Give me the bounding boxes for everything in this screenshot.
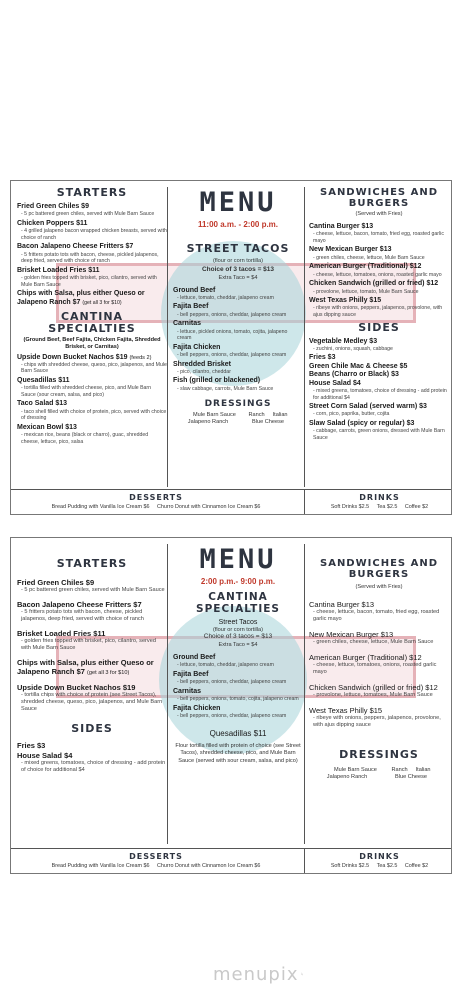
drinks-section: DRINKS Soft Drinks $2.5 Tea $2.5 Coffee $2 bbox=[330, 493, 429, 510]
sides-title: SIDES bbox=[358, 321, 400, 335]
column-divider bbox=[167, 187, 168, 487]
street-tacos-title: STREET TACOS bbox=[186, 242, 290, 255]
dressings-title: DRESSINGS bbox=[204, 399, 272, 410]
menu-item: Bacon Jalapeno Cheese Fritters $7 - 5 fritters potato tots with bacon, cheese, pickled jalapenos, deep fried, served with choice of ranch bbox=[17, 243, 159, 265]
dressings-list: Mule Barn Sauce Ranch Italian Jalapeno Ranch Blue Cheese bbox=[326, 766, 431, 780]
dinner-menu bbox=[10, 537, 452, 874]
taco-item: Shredded Brisket - pico, cilantro, cheddar bbox=[173, 360, 231, 375]
menu-item: Chicken Sandwich (grilled or fried) $12 - provolone, lettuce, tomatoes, Mule Barn Sauce bbox=[309, 682, 438, 698]
menu-item: New Mexican Burger $13 - green chiles, cheese, lettuce, Mule Barn Sauce bbox=[309, 629, 434, 645]
menu-item: Beans (Charro or Black) $3 bbox=[309, 371, 399, 379]
menu-item: Quesadillas $11 - tortilla filled with shredded cheese, pico, and Mule Barn Sauce (sour cream, salsa, and pico) bbox=[17, 376, 152, 398]
menu-item: Chicken Poppers $11 - 4 grilled jalapeno bacon wrapped chicken breasts, served with choice of ranch bbox=[17, 219, 167, 241]
menu-item: Chips with Salsa, plus either Queso or Jalapeno Ranch $7 (get all 3 for $10) bbox=[17, 658, 154, 677]
menu-item: House Salad $4 - mixed greens, tomatoes, choice of dressing - add protein of choice for additional $4 bbox=[17, 750, 166, 773]
starters-title: STARTERS bbox=[56, 186, 128, 199]
right-column: SANDWICHES AND BURGERS (Served with Fries) Cantina Burger $13 - cheese, lettuce, bacon, tomato, fried egg, roasted garlic mayo New Mexican Burger $13 - green chiles, cheese, lettuce, Mule Barn Sauce American Burger (Traditional) $12 - cheese, lettuce, tomatoes, onions, roasted garlic mayo Chicken Sandwich (grilled or fried) $12 - provolone, lettuce, tomatoes, Mule Barn Sauce West Texas Philly $15 - ribeye with onions, peppers, jalapenos, provolone, with ajus dipping sauce DRESSINGS Mule Barn Sauce Ranch Italian Jalapeno Ranch Blue Cheese bbox=[309, 544, 449, 780]
taco-item: Ground Beef - lettuce, tomato, cheddar, jalapeno cream bbox=[173, 286, 274, 301]
menu-item: Fries $3 bbox=[17, 740, 46, 750]
sandwiches-title: SANDWICHES AND BURGERS bbox=[320, 558, 438, 580]
menu-item: Mexican Bowl $13 - mexican rice, beans (black or charro), guac, shredded cheese, lettuce, pico, salsa bbox=[17, 423, 149, 445]
starters-title: STARTERS bbox=[56, 557, 128, 570]
cantina-protein-note: (Ground Beef, Beef Fajita, Chicken Fajita, Shredded Brisket, or Carnitas) bbox=[23, 337, 161, 350]
lunch-menu bbox=[10, 180, 452, 515]
left-column bbox=[17, 187, 167, 447]
taco-item: Fajita Chicken - bell peppers, onions, cheddar, jalapeno cream bbox=[173, 704, 287, 719]
desserts-section: DESSERTS Bread Pudding with Vanilla Ice Cream $6 Churro Donut with Cinnamon Ice Cream $6 bbox=[51, 852, 261, 869]
menu-item: Green Chile Mac & Cheese $5 bbox=[309, 362, 408, 370]
menu-item: Vegetable Medley $3 - zuchini, onions, squash, cabbage bbox=[309, 337, 393, 352]
menu-item: Cantina Burger $13 - cheese, lettuce, bacon, tomato, fried egg, roasted garlic mayo bbox=[309, 600, 440, 622]
cantina-specialties-title: CANTINA SPECIALTIES bbox=[48, 309, 136, 336]
menu-item: Fried Green Chiles $9 - 5 pc battered green chiles, served with Mule Barn Sauce bbox=[17, 578, 165, 594]
taco-item: Carnitas - lettuce, pickled onions, tomato, cojita, jalapeno cream bbox=[173, 320, 288, 342]
middle-column: MENU 2:00 p.m.- 9:00 p.m. CANTINA SPECIALTIES Street Tacos (flour or corn tortilla) Choice of 3 tacos = $13 Extra Taco = $4 Ground Beef - lettuce, tomato, cheddar, jalapeno cream Fajita Beef - bell peppers, onions, cheddar, jalapeno cream Carnitas - bell peppers, onions, tomato, cojita, jalapeno cream Fajita Chicken - bell peppers, onions, cheddar, jalapeno cream Quesadillas $11 Flour tortilla filled with protein of choice (see Street Tacos), shredded cheese, pico, and Mule Barn Sauce (served with sour cream, salsa, and pico) bbox=[173, 544, 303, 765]
menu-hours: 11:00 a.m. - 2:00 p.m. bbox=[197, 220, 279, 229]
drinks-section: DRINKS Soft Drinks $2.5 Tea $2.5 Coffee $2 bbox=[330, 852, 429, 869]
menu-item: Chicken Sandwich (grilled or fried) $12 - provolone, lettuce, tomato, Mule Barn Sauce bbox=[309, 280, 439, 295]
menu-item: American Burger (Traditional) $12 - cheese, lettuce, tomatoes, onions, roasted garlic mayo bbox=[309, 263, 442, 278]
sandwiches-title: SANDWICHES AND BURGERS bbox=[320, 187, 438, 209]
dressings-title: DRESSINGS bbox=[339, 747, 419, 761]
menu-item: Brisket Loaded Fries $11 - golden fries topped with brisket, pico, cilantro, served with Mule Barn Sauce bbox=[17, 629, 156, 652]
menu-item: House Salad $4 - mixed greens, tomatoes, choice of dressing - add protein for additional $4 bbox=[309, 379, 447, 401]
cantina-specialties-title: CANTINA SPECIALTIES bbox=[196, 591, 280, 615]
menu-item: West Texas Philly $15 - ribeye with onions, peppers, jalapenos, provolone, with ajus dipping sauce bbox=[309, 297, 443, 318]
menu-item: Bacon Jalapeno Cheese Fritters $7 - 5 fritters potato tots with bacon, cheese, pickled jalapenos, deep fried, served with choice of ranch bbox=[17, 600, 144, 623]
sides-title: SIDES bbox=[71, 721, 113, 735]
menupix-logo: menupix bbox=[213, 962, 303, 986]
menu-item: Cantina Burger $13 - cheese, lettuce, bacon, tomato, fried egg, roasted garlic mayo bbox=[309, 223, 444, 244]
menu-item: Chips with Salsa, plus either Queso or Jalapeno Ranch $7 (get all 3 for $10) bbox=[17, 290, 145, 306]
menu-item: West Texas Philly $15 - ribeye with onions, peppers, jalapenos, provolone, with ajus dipping sauce bbox=[309, 705, 441, 728]
desserts-section: DESSERTS Bread Pudding with Vanilla Ice Cream $6 Churro Donut with Cinnamon Ice Cream $6 bbox=[51, 493, 261, 510]
menu-item: Taco Salad $13 - taco shell filled with choice of protein, pico, served with choice of dressing bbox=[17, 400, 167, 422]
menu-item: American Burger (Traditional) $12 - cheese, lettuce, tomatoes, onions, roasted garlic mayo bbox=[309, 652, 437, 675]
taco-item: Fajita Beef - bell peppers, onions, cheddar, jalapeno cream bbox=[173, 670, 287, 686]
taco-item: Fajita Chicken - bell peppers, onions, cheddar, jalapeno cream bbox=[173, 343, 287, 359]
dressings-list: Mule Barn Sauce Ranch Italian Jalapeno Ranch Blue Cheese bbox=[187, 412, 288, 426]
taco-item: Fish (grilled or blackened) - slaw cabbage, carrots, Mule Barn Sauce bbox=[173, 377, 274, 392]
menu-item: Slaw Salad (spicy or regular) $3 - cabbage, carrots, green onions, dressed with Mule Barn Sauce bbox=[309, 419, 445, 441]
menu-title: MENU bbox=[199, 544, 277, 575]
menu-item: Street Corn Salad (served warm) $3 - corn, pico, paprika, butter, cojita bbox=[309, 403, 427, 418]
taco-item: Ground Beef - lettuce, tomato, cheddar, jalapeno cream bbox=[173, 653, 274, 669]
menu-item: Fried Green Chiles $9 - 5 pc battered green chiles, served with Mule Barn Sauce bbox=[17, 203, 155, 218]
menu-item: New Mexican Burger $13 - green chiles, cheese, lettuce, Mule Barn Sauce bbox=[309, 246, 425, 261]
menu-item: Upside Down Bucket Nachos $19 (feeds 2) - chips with shredded cheese, queso, pico, jalapenos, and Mule Barn Sauce bbox=[17, 353, 167, 375]
middle-column: MENU 11:00 a.m. - 2:00 p.m. STREET TACOS (flour or corn tortilla) Choice of 3 tacos = $13 Extra Taco = $4 Ground Beef - lettuce, tomato, cheddar, jalapeno cream Fajita Beef - bell peppers, onions, cheddar, jalapeno cream Carnitas - lettuce, pickled onions, tomato, cojita, jalapeno cream Fajita Chicken - bell peppers, onions, cheddar, jalapeno cream Shredded Brisket - pico, cilantro, cheddar Fish (grilled or blackened) - slaw cabbage, carrots, Mule Barn Sauce DRESSINGS Mule Barn Sauce Ranch Italian Jalapeno Ranch Blue Cheese bbox=[173, 187, 303, 425]
left-column bbox=[17, 544, 167, 776]
taco-item: Carnitas - bell peppers, onions, tomato, cojita, jalapeno cream bbox=[173, 687, 299, 703]
menu-hours: 2:00 p.m.- 9:00 p.m. bbox=[200, 577, 276, 586]
menu-item: Fries $3 bbox=[309, 354, 336, 362]
menu-item: Brisket Loaded Fries $11 - golden fries topped with brisket, pico, cilantro, served with Mule Barn Sauce bbox=[17, 266, 157, 288]
cursor-arrow-icon bbox=[301, 968, 303, 980]
right-column: SANDWICHES AND BURGERS (Served with Fries) Cantina Burger $13 - cheese, lettuce, bacon, tomato, fried egg, roasted garlic mayo New Mexican Burger $13 - green chiles, cheese, lettuce, Mule Barn Sauce American Burger (Traditional) $12 - cheese, lettuce, tomatoes, onions, roasted garlic mayo Chicken Sandwich (grilled or fried) $12 - provolone, lettuce, tomato, Mule Barn Sauce West Texas Philly $15 - ribeye with onions, peppers, jalapenos, provolone, with ajus dipping sauce SIDES Vegetable Medley $3 - zuchini, onions, squash, cabbage Fries $3 Green Chile Mac & Cheese $5 Beans (Charro or Black) $3 House Salad $4 - mixed greens, tomatoes, choice of dressing - add protein for additional $4 Street Corn Salad (served warm) $3 - corn, pico, paprika, butter, cojita Slaw Salad (spicy or regular) $3 - cabbage, carrots, green onions, dressed with Mule Barn Sauce bbox=[309, 187, 449, 443]
menu-item: Upside Down Bucket Nachos $19 - tortilla chips with choice of protein (see Street Tacos), shredded cheese, queso, pico, jalapenos, and Mule Barn Sauce bbox=[17, 682, 163, 712]
column-divider bbox=[304, 187, 305, 487]
quesadillas-item: Quesadillas $11 bbox=[209, 729, 267, 739]
taco-item: Fajita Beef - bell peppers, onions, cheddar, jalapeno cream bbox=[173, 303, 287, 318]
footer-divider bbox=[11, 489, 452, 490]
menu-title: MENU bbox=[199, 187, 277, 218]
